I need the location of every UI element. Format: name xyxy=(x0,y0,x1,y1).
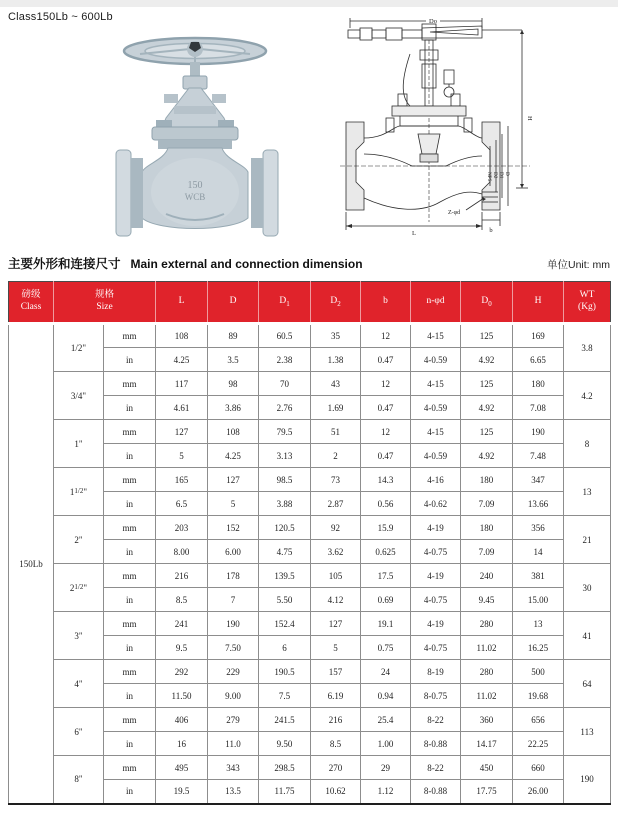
value-cell-mm-1: 279 xyxy=(208,708,259,732)
unit-note: 单位Unit: mm xyxy=(547,259,610,271)
value-cell-mm-1: 229 xyxy=(208,660,259,684)
value-cell-mm-6: 360 xyxy=(461,708,513,732)
unit-cell: in xyxy=(104,540,156,564)
value-cell-in-7: 15.00 xyxy=(513,588,564,612)
value-cell-mm-6: 180 xyxy=(461,516,513,540)
col-header-wt: WT (Kg) xyxy=(564,282,611,324)
value-cell-mm-3: 216 xyxy=(311,708,361,732)
wt-cell: 8 xyxy=(564,420,611,468)
value-cell-in-0: 16 xyxy=(156,732,208,756)
value-cell-in-5: 4-0.75 xyxy=(411,636,461,660)
value-cell-mm-0: 406 xyxy=(156,708,208,732)
unit-cell: mm xyxy=(104,756,156,780)
value-cell-in-6: 7.09 xyxy=(461,492,513,516)
value-cell-in-0: 9.5 xyxy=(156,636,208,660)
value-cell-mm-5: 4-19 xyxy=(411,564,461,588)
value-cell-mm-3: 105 xyxy=(311,564,361,588)
value-cell-in-7: 16.25 xyxy=(513,636,564,660)
value-cell-mm-0: 117 xyxy=(156,372,208,396)
value-cell-mm-2: 120.5 xyxy=(259,516,311,540)
value-cell-in-1: 6.00 xyxy=(208,540,259,564)
dim-label-d2: D2 xyxy=(492,172,498,179)
value-cell-in-5: 4-0.75 xyxy=(411,588,461,612)
value-cell-in-7: 22.25 xyxy=(513,732,564,756)
unit-cell: mm xyxy=(104,420,156,444)
value-cell-mm-5: 4-15 xyxy=(411,420,461,444)
value-cell-in-7: 19.68 xyxy=(513,684,564,708)
value-cell-in-6: 11.02 xyxy=(461,684,513,708)
wt-cell: 30 xyxy=(564,564,611,612)
table-row xyxy=(9,756,611,780)
col-header-class: 磅级 Class xyxy=(9,282,54,324)
value-cell-in-4: 0.75 xyxy=(361,636,411,660)
value-cell-mm-7: 356 xyxy=(513,516,564,540)
value-cell-in-3: 4.12 xyxy=(311,588,361,612)
body-marking-150: 150 xyxy=(187,180,203,191)
value-cell-mm-2: 190.5 xyxy=(259,660,311,684)
unit-cell: in xyxy=(104,684,156,708)
value-cell-mm-4: 25.4 xyxy=(361,708,411,732)
value-cell-in-5: 8-0.75 xyxy=(411,684,461,708)
value-cell-in-2: 11.75 xyxy=(259,780,311,804)
value-cell-mm-5: 4-15 xyxy=(411,324,461,348)
table-row xyxy=(9,420,611,444)
value-cell-mm-1: 152 xyxy=(208,516,259,540)
valve-drawing-art xyxy=(330,14,538,244)
value-cell-in-0: 11.50 xyxy=(156,684,208,708)
value-cell-in-0: 5 xyxy=(156,444,208,468)
value-cell-mm-0: 165 xyxy=(156,468,208,492)
wt-cell: 21 xyxy=(564,516,611,564)
value-cell-mm-0: 292 xyxy=(156,660,208,684)
value-cell-mm-7: 180 xyxy=(513,372,564,396)
value-cell-mm-1: 178 xyxy=(208,564,259,588)
value-cell-mm-3: 127 xyxy=(311,612,361,636)
wt-cell: 41 xyxy=(564,612,611,660)
value-cell-in-0: 4.61 xyxy=(156,396,208,420)
value-cell-in-0: 4.25 xyxy=(156,348,208,372)
value-cell-in-3: 1.69 xyxy=(311,396,361,420)
value-cell-in-1: 3.5 xyxy=(208,348,259,372)
value-cell-in-1: 7 xyxy=(208,588,259,612)
value-cell-mm-4: 15.9 xyxy=(361,516,411,540)
value-cell-in-5: 4-0.59 xyxy=(411,444,461,468)
value-cell-mm-4: 19.1 xyxy=(361,612,411,636)
value-cell-mm-6: 240 xyxy=(461,564,513,588)
col-header-n-phi-d: n-φd xyxy=(411,282,461,324)
size-cell: 4" xyxy=(54,660,104,708)
col-header-b: b xyxy=(361,282,411,324)
value-cell-in-5: 4-0.62 xyxy=(411,492,461,516)
value-cell-mm-3: 92 xyxy=(311,516,361,540)
value-cell-in-3: 8.5 xyxy=(311,732,361,756)
unit-cell: mm xyxy=(104,372,156,396)
col-header-d2: $D_2$ xyxy=(311,282,361,324)
value-cell-in-5: 4-0.59 xyxy=(411,396,461,420)
value-cell-mm-2: 152.4 xyxy=(259,612,311,636)
value-cell-in-4: 0.47 xyxy=(361,444,411,468)
value-cell-in-4: 0.625 xyxy=(361,540,411,564)
value-cell-mm-2: 241.5 xyxy=(259,708,311,732)
valve-photo-art xyxy=(106,22,288,240)
value-cell-mm-7: 656 xyxy=(513,708,564,732)
unit-cell: in xyxy=(104,348,156,372)
value-cell-mm-0: 495 xyxy=(156,756,208,780)
value-cell-mm-7: 347 xyxy=(513,468,564,492)
dim-label-b: b xyxy=(489,227,493,234)
value-cell-mm-5: 4-19 xyxy=(411,612,461,636)
size-cell: 6" xyxy=(54,708,104,756)
value-cell-in-4: 0.47 xyxy=(361,396,411,420)
dim-label-d: D xyxy=(504,172,510,176)
unit-cell: in xyxy=(104,444,156,468)
value-cell-mm-5: 4-19 xyxy=(411,516,461,540)
value-cell-mm-5: 8-19 xyxy=(411,660,461,684)
unit-cell: mm xyxy=(104,564,156,588)
size-cell: 2" xyxy=(54,516,104,564)
value-cell-in-7: 6.65 xyxy=(513,348,564,372)
value-cell-mm-6: 280 xyxy=(461,612,513,636)
page-top-edge xyxy=(0,0,618,7)
value-cell-in-0: 19.5 xyxy=(156,780,208,804)
value-cell-mm-0: 127 xyxy=(156,420,208,444)
unit-cell: in xyxy=(104,492,156,516)
unit-cell: mm xyxy=(104,708,156,732)
value-cell-in-7: 13.66 xyxy=(513,492,564,516)
table-row xyxy=(9,324,611,348)
wt-cell: 3.8 xyxy=(564,324,611,372)
value-cell-mm-2: 298.5 xyxy=(259,756,311,780)
value-cell-mm-7: 13 xyxy=(513,612,564,636)
unit-cell: in xyxy=(104,396,156,420)
size-cell: $2^{1/2}$" xyxy=(54,564,104,612)
value-cell-mm-2: 98.5 xyxy=(259,468,311,492)
value-cell-mm-5: 4-16 xyxy=(411,468,461,492)
body-marking-wcb: WCB xyxy=(184,192,206,202)
value-cell-in-5: 4-0.59 xyxy=(411,348,461,372)
value-cell-in-7: 7.08 xyxy=(513,396,564,420)
value-cell-in-5: 8-0.88 xyxy=(411,732,461,756)
value-cell-mm-7: 660 xyxy=(513,756,564,780)
value-cell-in-6: 4.92 xyxy=(461,444,513,468)
value-cell-in-2: 2.76 xyxy=(259,396,311,420)
value-cell-in-3: 3.62 xyxy=(311,540,361,564)
value-cell-mm-2: 60.5 xyxy=(259,324,311,348)
class-range-label: Class150Lb ~ 600Lb xyxy=(8,11,113,23)
value-cell-mm-4: 12 xyxy=(361,372,411,396)
value-cell-in-4: 1.00 xyxy=(361,732,411,756)
col-header-size: 规格 Size xyxy=(54,282,156,324)
table-row xyxy=(9,660,611,684)
value-cell-mm-4: 12 xyxy=(361,420,411,444)
value-cell-in-7: 26.00 xyxy=(513,780,564,804)
unit-cell: in xyxy=(104,588,156,612)
size-cell: 1" xyxy=(54,420,104,468)
table-row xyxy=(9,516,611,540)
value-cell-in-2: 7.5 xyxy=(259,684,311,708)
dim-label-z-phi-d: Z-φd xyxy=(448,210,461,216)
value-cell-in-5: 8-0.88 xyxy=(411,780,461,804)
value-cell-mm-6: 180 xyxy=(461,468,513,492)
dim-label-h: H xyxy=(526,116,533,121)
col-header-d: D xyxy=(208,282,259,324)
value-cell-mm-1: 89 xyxy=(208,324,259,348)
unit-cell: in xyxy=(104,732,156,756)
section-header xyxy=(8,254,610,272)
value-cell-mm-0: 216 xyxy=(156,564,208,588)
value-cell-mm-0: 108 xyxy=(156,324,208,348)
value-cell-in-6: 4.92 xyxy=(461,396,513,420)
unit-cell: mm xyxy=(104,612,156,636)
value-cell-in-6: 17.75 xyxy=(461,780,513,804)
value-cell-in-3: 10.62 xyxy=(311,780,361,804)
value-cell-mm-4: 17.5 xyxy=(361,564,411,588)
value-cell-mm-7: 190 xyxy=(513,420,564,444)
wt-cell: 64 xyxy=(564,660,611,708)
value-cell-mm-1: 108 xyxy=(208,420,259,444)
col-header-d1: $D_1$ xyxy=(259,282,311,324)
dim-label-d1: D1 xyxy=(498,172,504,179)
wt-cell: 190 xyxy=(564,756,611,804)
unit-cell: mm xyxy=(104,516,156,540)
value-cell-mm-3: 51 xyxy=(311,420,361,444)
value-cell-mm-4: 12 xyxy=(361,324,411,348)
value-cell-in-7: 7.48 xyxy=(513,444,564,468)
value-cell-in-2: 2.38 xyxy=(259,348,311,372)
value-cell-in-4: 0.69 xyxy=(361,588,411,612)
value-cell-in-2: 4.75 xyxy=(259,540,311,564)
value-cell-in-3: 2.87 xyxy=(311,492,361,516)
value-cell-mm-5: 4-15 xyxy=(411,372,461,396)
value-cell-mm-6: 125 xyxy=(461,420,513,444)
valve-photo xyxy=(106,22,288,240)
value-cell-mm-6: 125 xyxy=(461,324,513,348)
value-cell-in-6: 14.17 xyxy=(461,732,513,756)
valve-section-drawing xyxy=(330,14,538,244)
value-cell-mm-3: 35 xyxy=(311,324,361,348)
value-cell-in-1: 4.25 xyxy=(208,444,259,468)
value-cell-mm-6: 280 xyxy=(461,660,513,684)
wt-cell: 4.2 xyxy=(564,372,611,420)
value-cell-mm-2: 139.5 xyxy=(259,564,311,588)
value-cell-in-7: 14 xyxy=(513,540,564,564)
unit-cell: mm xyxy=(104,468,156,492)
value-cell-mm-7: 169 xyxy=(513,324,564,348)
value-cell-in-0: 6.5 xyxy=(156,492,208,516)
table-row xyxy=(9,612,611,636)
value-cell-mm-0: 241 xyxy=(156,612,208,636)
value-cell-mm-3: 157 xyxy=(311,660,361,684)
table-header-row xyxy=(9,282,611,324)
value-cell-mm-5: 8-22 xyxy=(411,756,461,780)
value-cell-in-0: 8.5 xyxy=(156,588,208,612)
col-header-l: L xyxy=(156,282,208,324)
value-cell-in-3: 5 xyxy=(311,636,361,660)
wt-cell: 113 xyxy=(564,708,611,756)
value-cell-in-2: 6 xyxy=(259,636,311,660)
wt-cell: 13 xyxy=(564,468,611,516)
value-cell-in-1: 7.50 xyxy=(208,636,259,660)
value-cell-in-5: 4-0.75 xyxy=(411,540,461,564)
value-cell-mm-0: 203 xyxy=(156,516,208,540)
dimension-table xyxy=(8,281,611,805)
value-cell-in-3: 6.19 xyxy=(311,684,361,708)
value-cell-mm-5: 8-22 xyxy=(411,708,461,732)
unit-cell: mm xyxy=(104,660,156,684)
value-cell-in-2: 5.50 xyxy=(259,588,311,612)
value-cell-mm-1: 127 xyxy=(208,468,259,492)
value-cell-mm-3: 73 xyxy=(311,468,361,492)
value-cell-in-2: 9.50 xyxy=(259,732,311,756)
table-row xyxy=(9,708,611,732)
value-cell-mm-3: 43 xyxy=(311,372,361,396)
value-cell-in-4: 0.56 xyxy=(361,492,411,516)
size-cell: 3" xyxy=(54,612,104,660)
value-cell-mm-6: 450 xyxy=(461,756,513,780)
value-cell-mm-1: 343 xyxy=(208,756,259,780)
value-cell-in-1: 9.00 xyxy=(208,684,259,708)
value-cell-in-2: 3.88 xyxy=(259,492,311,516)
value-cell-mm-2: 79.5 xyxy=(259,420,311,444)
size-cell: 1/2" xyxy=(54,324,104,372)
value-cell-mm-4: 29 xyxy=(361,756,411,780)
section-title-en: Main external and connection dimension xyxy=(130,257,363,271)
value-cell-mm-7: 500 xyxy=(513,660,564,684)
unit-cell: in xyxy=(104,636,156,660)
value-cell-mm-6: 125 xyxy=(461,372,513,396)
value-cell-mm-4: 24 xyxy=(361,660,411,684)
value-cell-in-1: 11.0 xyxy=(208,732,259,756)
value-cell-in-0: 8.00 xyxy=(156,540,208,564)
value-cell-mm-7: 381 xyxy=(513,564,564,588)
size-cell: $1^{1/2}$" xyxy=(54,468,104,516)
value-cell-mm-1: 98 xyxy=(208,372,259,396)
dim-label-l: L xyxy=(412,230,416,237)
unit-cell: mm xyxy=(104,324,156,348)
value-cell-in-1: 13.5 xyxy=(208,780,259,804)
value-cell-in-6: 7.09 xyxy=(461,540,513,564)
table-row xyxy=(9,564,611,588)
dim-label-do: Do xyxy=(429,18,437,25)
value-cell-in-4: 1.12 xyxy=(361,780,411,804)
unit-cell: in xyxy=(104,780,156,804)
value-cell-mm-1: 190 xyxy=(208,612,259,636)
value-cell-mm-3: 270 xyxy=(311,756,361,780)
value-cell-mm-2: 70 xyxy=(259,372,311,396)
value-cell-in-1: 3.86 xyxy=(208,396,259,420)
table-row xyxy=(9,468,611,492)
value-cell-in-2: 3.13 xyxy=(259,444,311,468)
value-cell-mm-4: 14.3 xyxy=(361,468,411,492)
table-row xyxy=(9,372,611,396)
value-cell-in-3: 1.38 xyxy=(311,348,361,372)
dim-label-nps: NPS xyxy=(486,172,492,182)
size-cell: 8" xyxy=(54,756,104,804)
dimension-table-body xyxy=(9,324,611,804)
value-cell-in-4: 0.94 xyxy=(361,684,411,708)
value-cell-in-4: 0.47 xyxy=(361,348,411,372)
col-header-d0: $D_0$ xyxy=(461,282,513,324)
section-title-zh: 主要外形和连接尺寸 xyxy=(8,257,121,271)
col-header-h: H xyxy=(513,282,564,324)
value-cell-in-6: 9.45 xyxy=(461,588,513,612)
class-cell: 150Lb xyxy=(9,324,54,804)
value-cell-in-1: 5 xyxy=(208,492,259,516)
size-cell: 3/4" xyxy=(54,372,104,420)
value-cell-in-6: 4.92 xyxy=(461,348,513,372)
value-cell-in-3: 2 xyxy=(311,444,361,468)
value-cell-in-6: 11.02 xyxy=(461,636,513,660)
